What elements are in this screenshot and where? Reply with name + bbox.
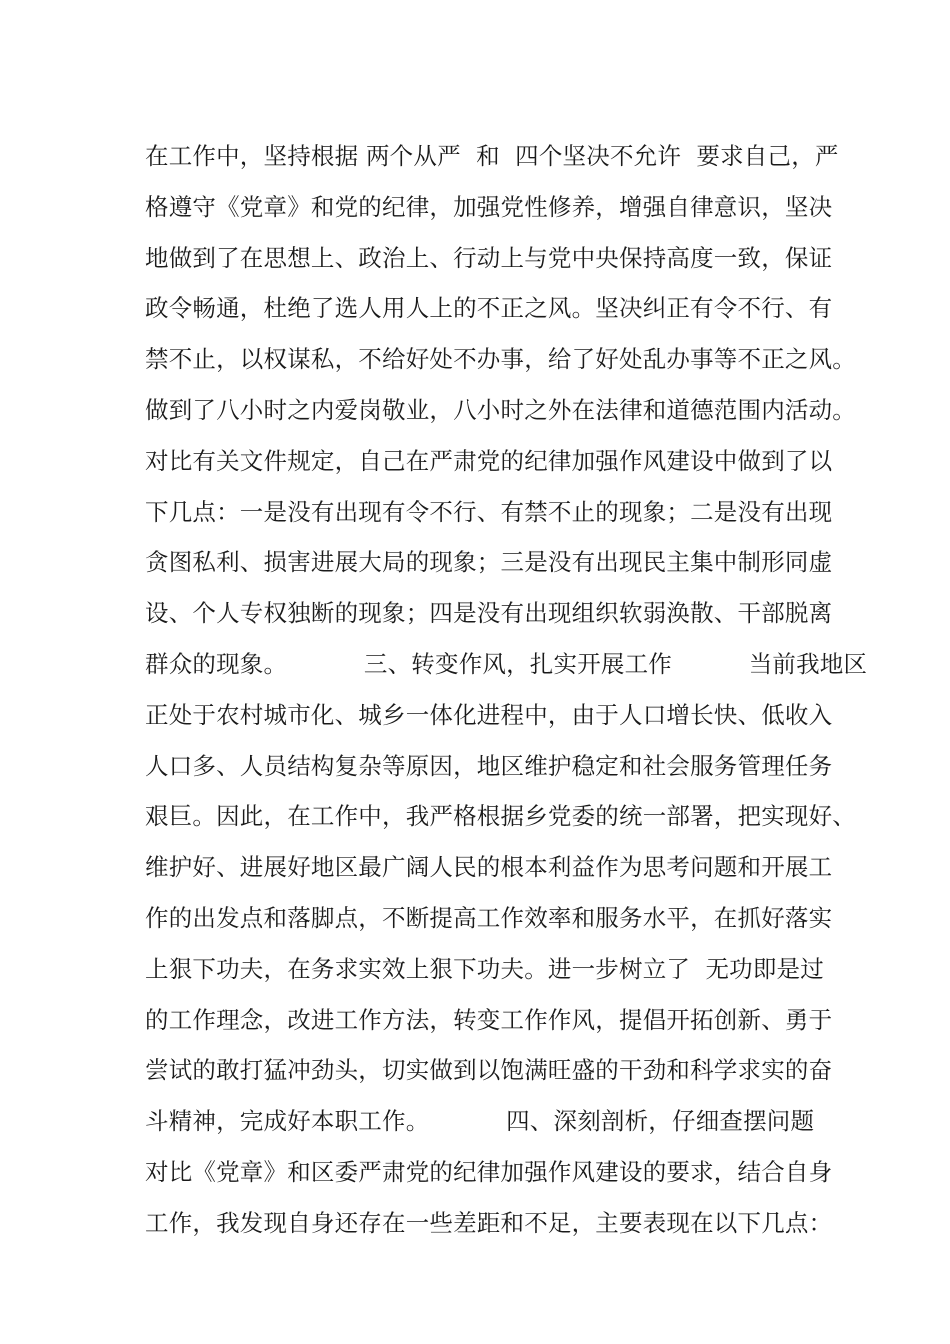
text-line: 斗精神，完成好本职工作。 四、深刻剖析，仔细查摆问题 [145, 1107, 815, 1136]
text-line: 维护好、进展好地区最广阔人民的根本利益作为思考问题和开展工 [145, 853, 833, 882]
text-line: 在工作中，坚持根据 两个从严 和 四个坚决不允许 要求自己，严 [145, 142, 839, 170]
text-line: 格遵守《党章》和党的纪律，加强党性修养，增强自律意识，坚决 [145, 192, 833, 221]
text-line: 设、个人专权独断的现象；四是没有出现组织软弱涣散、干部脱离 [145, 599, 833, 628]
text-line: 禁不止，以权谋私，不给好处不办事，给了好处乱办事等不正之风。 [145, 345, 856, 374]
text-line: 工作，我发现自身还存在一些差距和不足，主要表现在以下几点： [145, 1208, 833, 1237]
text-line: 对比《党章》和区委严肃党的纪律加强作风建设的要求，结合自身 [145, 1157, 833, 1186]
text-line: 群众的现象。 三、转变作风，扎实开展工作 当前我地区 [145, 649, 868, 678]
text-line: 对比有关文件规定，自己在严肃党的纪律加强作风建设中做到了以 [145, 446, 833, 475]
text-line: 贪图私利、损害进展大局的现象；三是没有出现民主集中制形同虚 [145, 548, 833, 577]
text-line: 地做到了在思想上、政治上、行动上与党中央保持高度一致，保证 [145, 243, 833, 272]
text-line: 人口多、人员结构复杂等原因，地区维护稳定和社会服务管理任务 [145, 751, 833, 780]
text-line: 做到了八小时之内爱岗敬业，八小时之外在法律和道德范围内活动。 [145, 395, 856, 424]
text-line: 政令畅通，杜绝了选人用人上的不正之风。坚决纠正有令不行、有 [145, 294, 833, 323]
text-line: 上狠下功夫，在务求实效上狠下功夫。进一步树立了 无功即是过 [145, 954, 824, 983]
text-line: 艰巨。因此，在工作中，我严格根据乡党委的统一部署，把实现好、 [145, 802, 856, 831]
text-line: 尝试的敢打猛冲劲头，切实做到以饱满旺盛的干劲和科学求实的奋 [145, 1056, 833, 1085]
text-line: 的工作理念，改进工作方法，转变工作作风，提倡开拓创新、勇于 [145, 1005, 833, 1034]
text-line: 下几点：一是没有出现有令不行、有禁不止的现象；二是没有出现 [145, 497, 833, 526]
text-line: 作的出发点和落脚点，不断提高工作效率和服务水平，在抓好落实 [145, 903, 833, 932]
body-text [145, 131, 868, 1249]
text-line: 正处于农村城市化、城乡一体化进程中，由于人口增长快、低收入 [145, 700, 833, 729]
